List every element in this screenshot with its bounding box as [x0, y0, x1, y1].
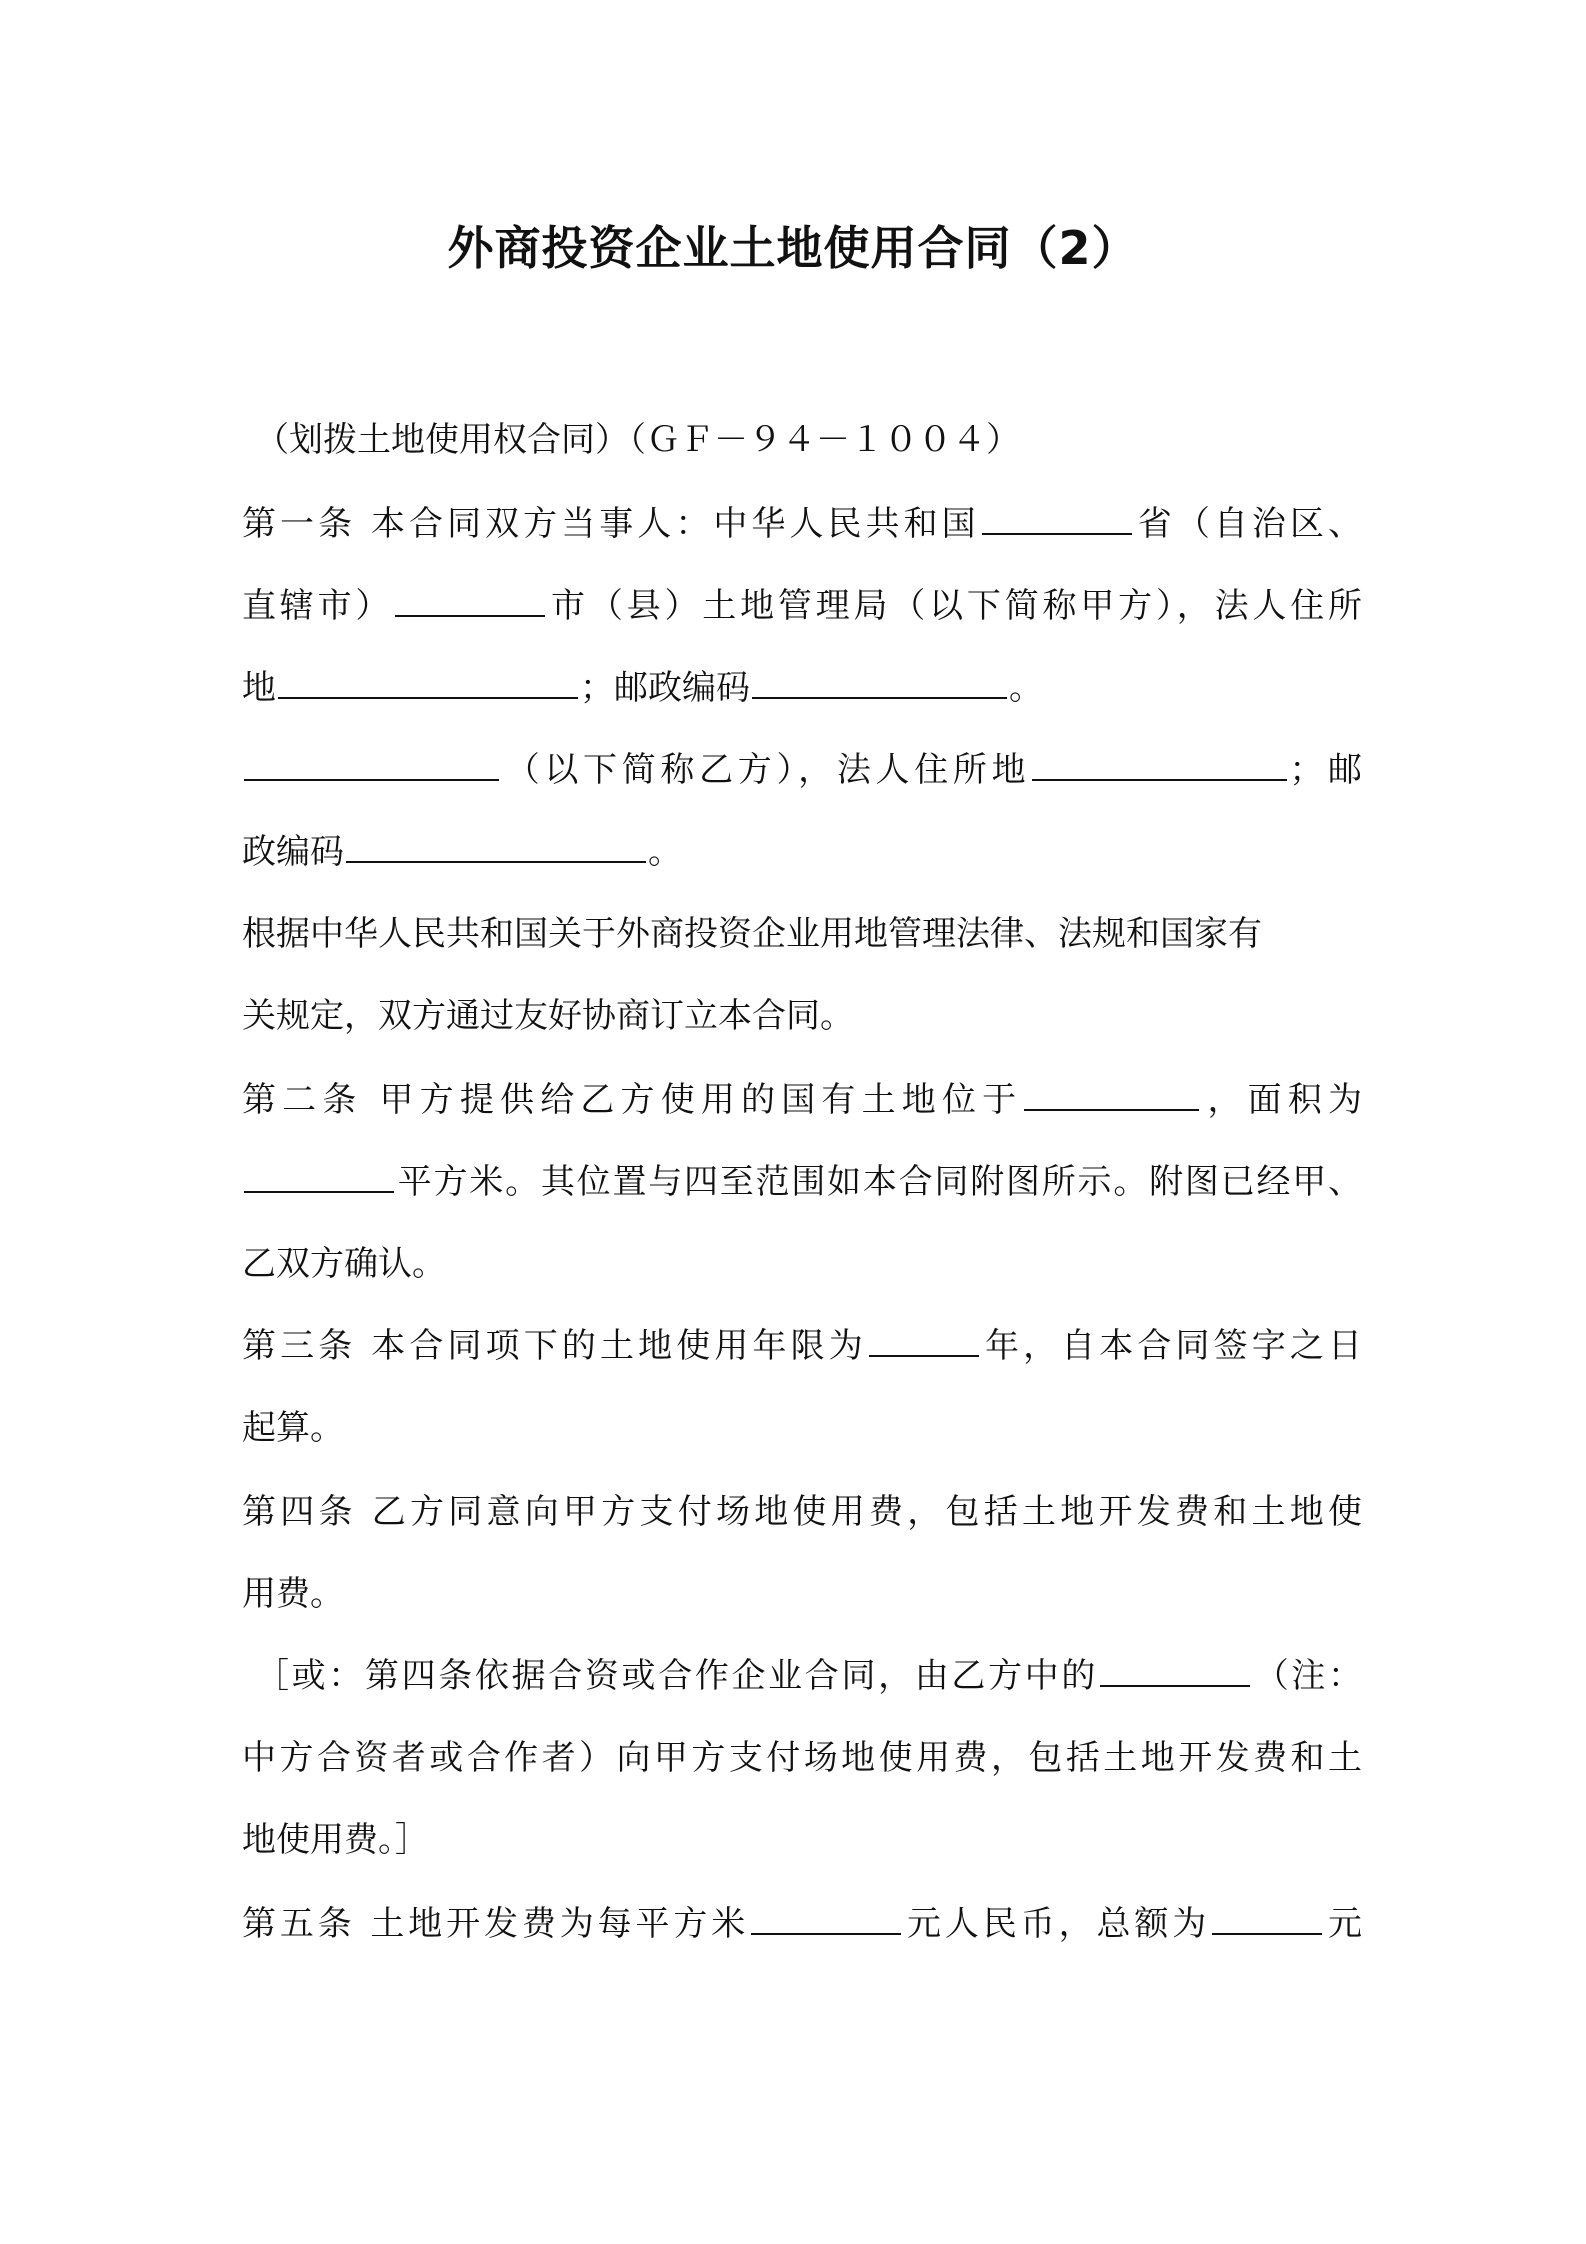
- text-segment: 第一条 本合同双方当事人：中华人民共和国: [242, 504, 980, 544]
- fill-blank: [395, 585, 545, 617]
- text-segment: 第四条 乙方同意向甲方支付场地使用费，包括土地开发费和土地使: [242, 1492, 1362, 1532]
- text-line: [242, 664, 1362, 712]
- fill-blank: [1024, 1079, 1199, 1111]
- text-line: [242, 1734, 1362, 1782]
- text-segment: 。: [648, 832, 682, 872]
- text-segment: 省（自治区、: [1133, 504, 1363, 544]
- fill-blank: [982, 503, 1132, 535]
- text-segment: ；邮: [1289, 750, 1362, 790]
- text-segment: 用费。: [242, 1574, 344, 1614]
- text-line: [242, 582, 1362, 630]
- fill-blank: [346, 831, 646, 863]
- contract-subtitle: （划拨土地使用权合同）（ＧＦ－９４－１００４）: [255, 420, 1020, 460]
- text-line: [242, 746, 1362, 794]
- fill-blank: [1212, 1903, 1322, 1935]
- text-line: [242, 828, 1362, 876]
- fill-blank: [1100, 1655, 1250, 1687]
- text-segment: 第二条 甲方提供给乙方使用的国有土地位于: [242, 1080, 1023, 1120]
- fill-blank: [751, 1903, 901, 1935]
- text-segment: 。: [1009, 668, 1043, 708]
- text-segment: （注：: [1252, 1656, 1363, 1696]
- text-line: [242, 500, 1362, 548]
- text-segment: 元人民币，总额为: [903, 1904, 1211, 1944]
- text-line: [242, 1570, 1362, 1618]
- text-segment: ，面积为: [1201, 1080, 1362, 1120]
- fill-blank: [278, 667, 578, 699]
- fill-blank: [752, 667, 1007, 699]
- text-segment: （以下简称乙方），法人住所地: [501, 750, 1031, 790]
- text-line: [242, 1900, 1362, 1948]
- text-line: [242, 1240, 1362, 1288]
- text-line: [242, 1816, 1362, 1864]
- text-line: [242, 910, 1362, 958]
- text-segment: 地: [242, 668, 276, 708]
- text-segment: 中方合资者或合作者）向甲方支付场地使用费，包括土地开发费和土: [242, 1738, 1362, 1778]
- text-segment: 市（县）土地管理局（以下简称甲方），法人住所: [547, 586, 1363, 626]
- text-line: [242, 1076, 1362, 1124]
- text-line: [255, 1652, 1362, 1700]
- text-line: [242, 1158, 1362, 1206]
- text-line: [242, 1322, 1362, 1370]
- text-segment: 根据中华人民共和国关于外商投资企业用地管理法律、法规和国家有: [242, 914, 1262, 954]
- text-segment: ；邮政编码: [580, 668, 750, 708]
- fill-blank: [869, 1325, 979, 1357]
- text-line: [242, 992, 1362, 1040]
- text-segment: 元: [1324, 1904, 1363, 1944]
- text-segment: ［或：第四条依据合资或合作企业合同，由乙方中的: [255, 1656, 1099, 1696]
- text-segment: 关规定，双方通过友好协商订立本合同。: [242, 996, 854, 1036]
- text-segment: 年，自本合同签字之日: [980, 1326, 1363, 1366]
- text-segment: 直辖市）: [242, 586, 394, 626]
- text-segment: 平方米。其位置与四至范围如本合同附图所示。附图已经甲、: [396, 1162, 1362, 1202]
- fill-blank: [244, 749, 499, 781]
- text-segment: 第五条 土地开发费为每平方米: [242, 1904, 750, 1944]
- text-segment: 地使用费。］: [242, 1820, 429, 1860]
- text-segment: 政编码: [242, 832, 344, 872]
- text-line: [242, 1488, 1362, 1536]
- text-line: [242, 1404, 1362, 1452]
- text-segment: 第三条 本合同项下的土地使用年限为: [242, 1326, 867, 1366]
- text-segment: 乙双方确认。: [242, 1244, 446, 1284]
- fill-blank: [244, 1161, 394, 1193]
- text-segment: 起算。: [242, 1408, 344, 1448]
- fill-blank: [1032, 749, 1287, 781]
- document-title: 外商投资企业土地使用合同（2）: [447, 221, 1139, 275]
